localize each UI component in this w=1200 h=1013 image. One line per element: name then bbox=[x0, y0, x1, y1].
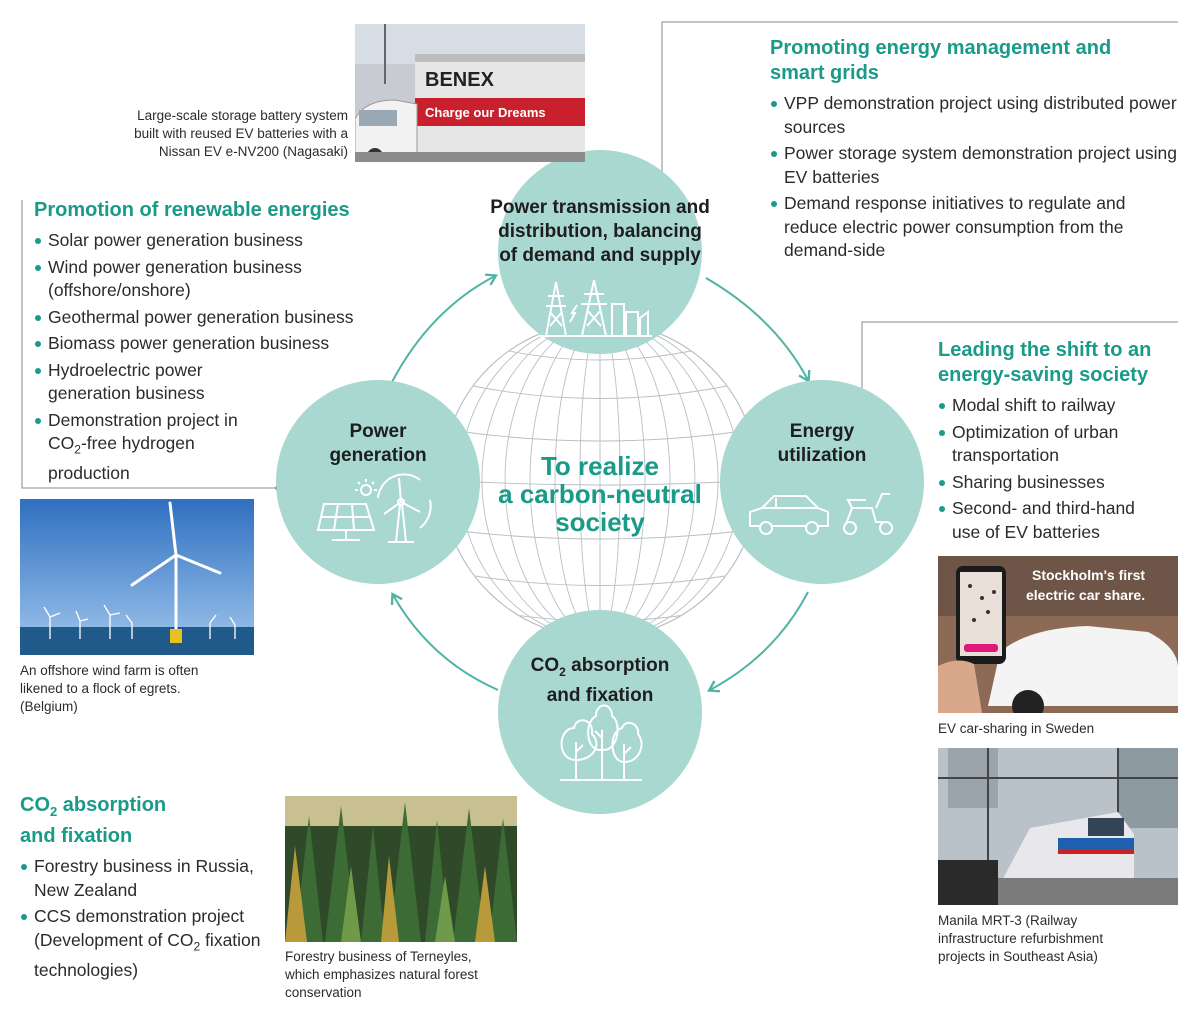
list-item: Optimization of urban transportation bbox=[938, 421, 1153, 468]
wind-farm-photo bbox=[20, 499, 254, 655]
node-absorption-line1: $CO_2$ absorption bbox=[530, 655, 670, 679]
carshare-photo bbox=[938, 556, 1178, 713]
list-item: Hydroelectric power generation business bbox=[34, 359, 248, 406]
forest-photo bbox=[285, 796, 517, 942]
battery-photo bbox=[355, 24, 585, 162]
node-transmission-label bbox=[465, 196, 735, 268]
node-transmission-line2: distribution, balancing bbox=[498, 221, 702, 242]
svg-text:Stockholm's first: Stockholm's first bbox=[1032, 567, 1146, 583]
energy-saving-title: Leading the shift to an energy-saving society bbox=[938, 339, 1152, 386]
node-generation-line2: generation bbox=[329, 445, 427, 466]
node-utilization-line2: utilization bbox=[777, 445, 867, 466]
renewables-section bbox=[34, 198, 404, 489]
node-absorption-circle bbox=[498, 610, 702, 814]
center-title-line2: a carbon-neutral bbox=[498, 479, 702, 509]
list-item: Power storage system demonstration project using EV batteries bbox=[770, 142, 1180, 189]
energy-management-title: Promoting energy management and smart grids bbox=[770, 37, 1112, 84]
renewables-title: Promotion of renewable energies bbox=[34, 199, 350, 221]
list-item: Biomass power generation business bbox=[34, 332, 404, 356]
list-item: Demand response initiatives to regulate and reduce electric power consumption from the demand-side bbox=[770, 192, 1180, 263]
manila-photo bbox=[938, 748, 1178, 905]
list-item: Second- and third-hand use of EV batteries bbox=[938, 497, 1153, 544]
node-transmission-line3: of demand and supply bbox=[499, 245, 701, 266]
center-title bbox=[470, 452, 730, 536]
node-utilization-circle bbox=[720, 380, 924, 584]
svg-text:Charge our Dreams: Charge our Dreams bbox=[425, 105, 546, 120]
list-item: VPP demonstration project using distributed power sources bbox=[770, 92, 1180, 139]
manila-caption: Manila MRT-3 (Railway infrastructure refurbishment projects in Southeast Asia) bbox=[938, 913, 1104, 964]
wind-farm-caption: An offshore wind farm is often likened to a flock of egrets. (Belgium) bbox=[20, 663, 199, 714]
list-item: Solar power generation business bbox=[34, 229, 404, 253]
svg-text:electric car share.: electric car share. bbox=[1026, 587, 1146, 603]
energy-management-section bbox=[770, 36, 1190, 266]
center-title-line3: society bbox=[555, 507, 645, 537]
co2-title: $CO_2$ absorption and fixation bbox=[20, 794, 167, 847]
node-absorption-line2: and fixation bbox=[546, 684, 654, 706]
co2-section bbox=[20, 793, 280, 985]
node-utilization-label bbox=[744, 420, 900, 468]
carshare-caption: EV car-sharing in Sweden bbox=[938, 721, 1095, 736]
list-item: Wind power generation business (offshore/onshore) bbox=[34, 256, 348, 303]
forest-caption: Forestry business of Terneyles, which emphasizes natural forest conservation bbox=[285, 949, 478, 1000]
list-item: Modal shift to railway bbox=[938, 394, 1153, 418]
center-title-line1: To realize bbox=[540, 451, 659, 481]
node-generation-line1: Power bbox=[349, 421, 407, 442]
energy-saving-section bbox=[938, 338, 1188, 547]
list-item: Sharing businesses bbox=[938, 471, 1153, 495]
svg-text:BENEX: BENEX bbox=[425, 69, 494, 91]
node-absorption-label bbox=[500, 654, 700, 708]
list-item: Forestry business in Russia, New Zealand bbox=[20, 855, 270, 902]
node-utilization-line1: Energy bbox=[789, 421, 855, 442]
list-item: Demonstration project in $CO_2$-free hydrogen production bbox=[34, 409, 248, 486]
list-item: Geothermal power generation business bbox=[34, 306, 404, 330]
battery-caption: Large-scale storage battery system built with reused EV batteries with a Nissan EV e-NV200 (Nagasaki) bbox=[134, 108, 348, 159]
list-item: CCS demonstration project (Development of $CO_2$ fixation technologies) bbox=[20, 905, 270, 982]
node-transmission-line1: Power transmission and bbox=[490, 197, 710, 218]
